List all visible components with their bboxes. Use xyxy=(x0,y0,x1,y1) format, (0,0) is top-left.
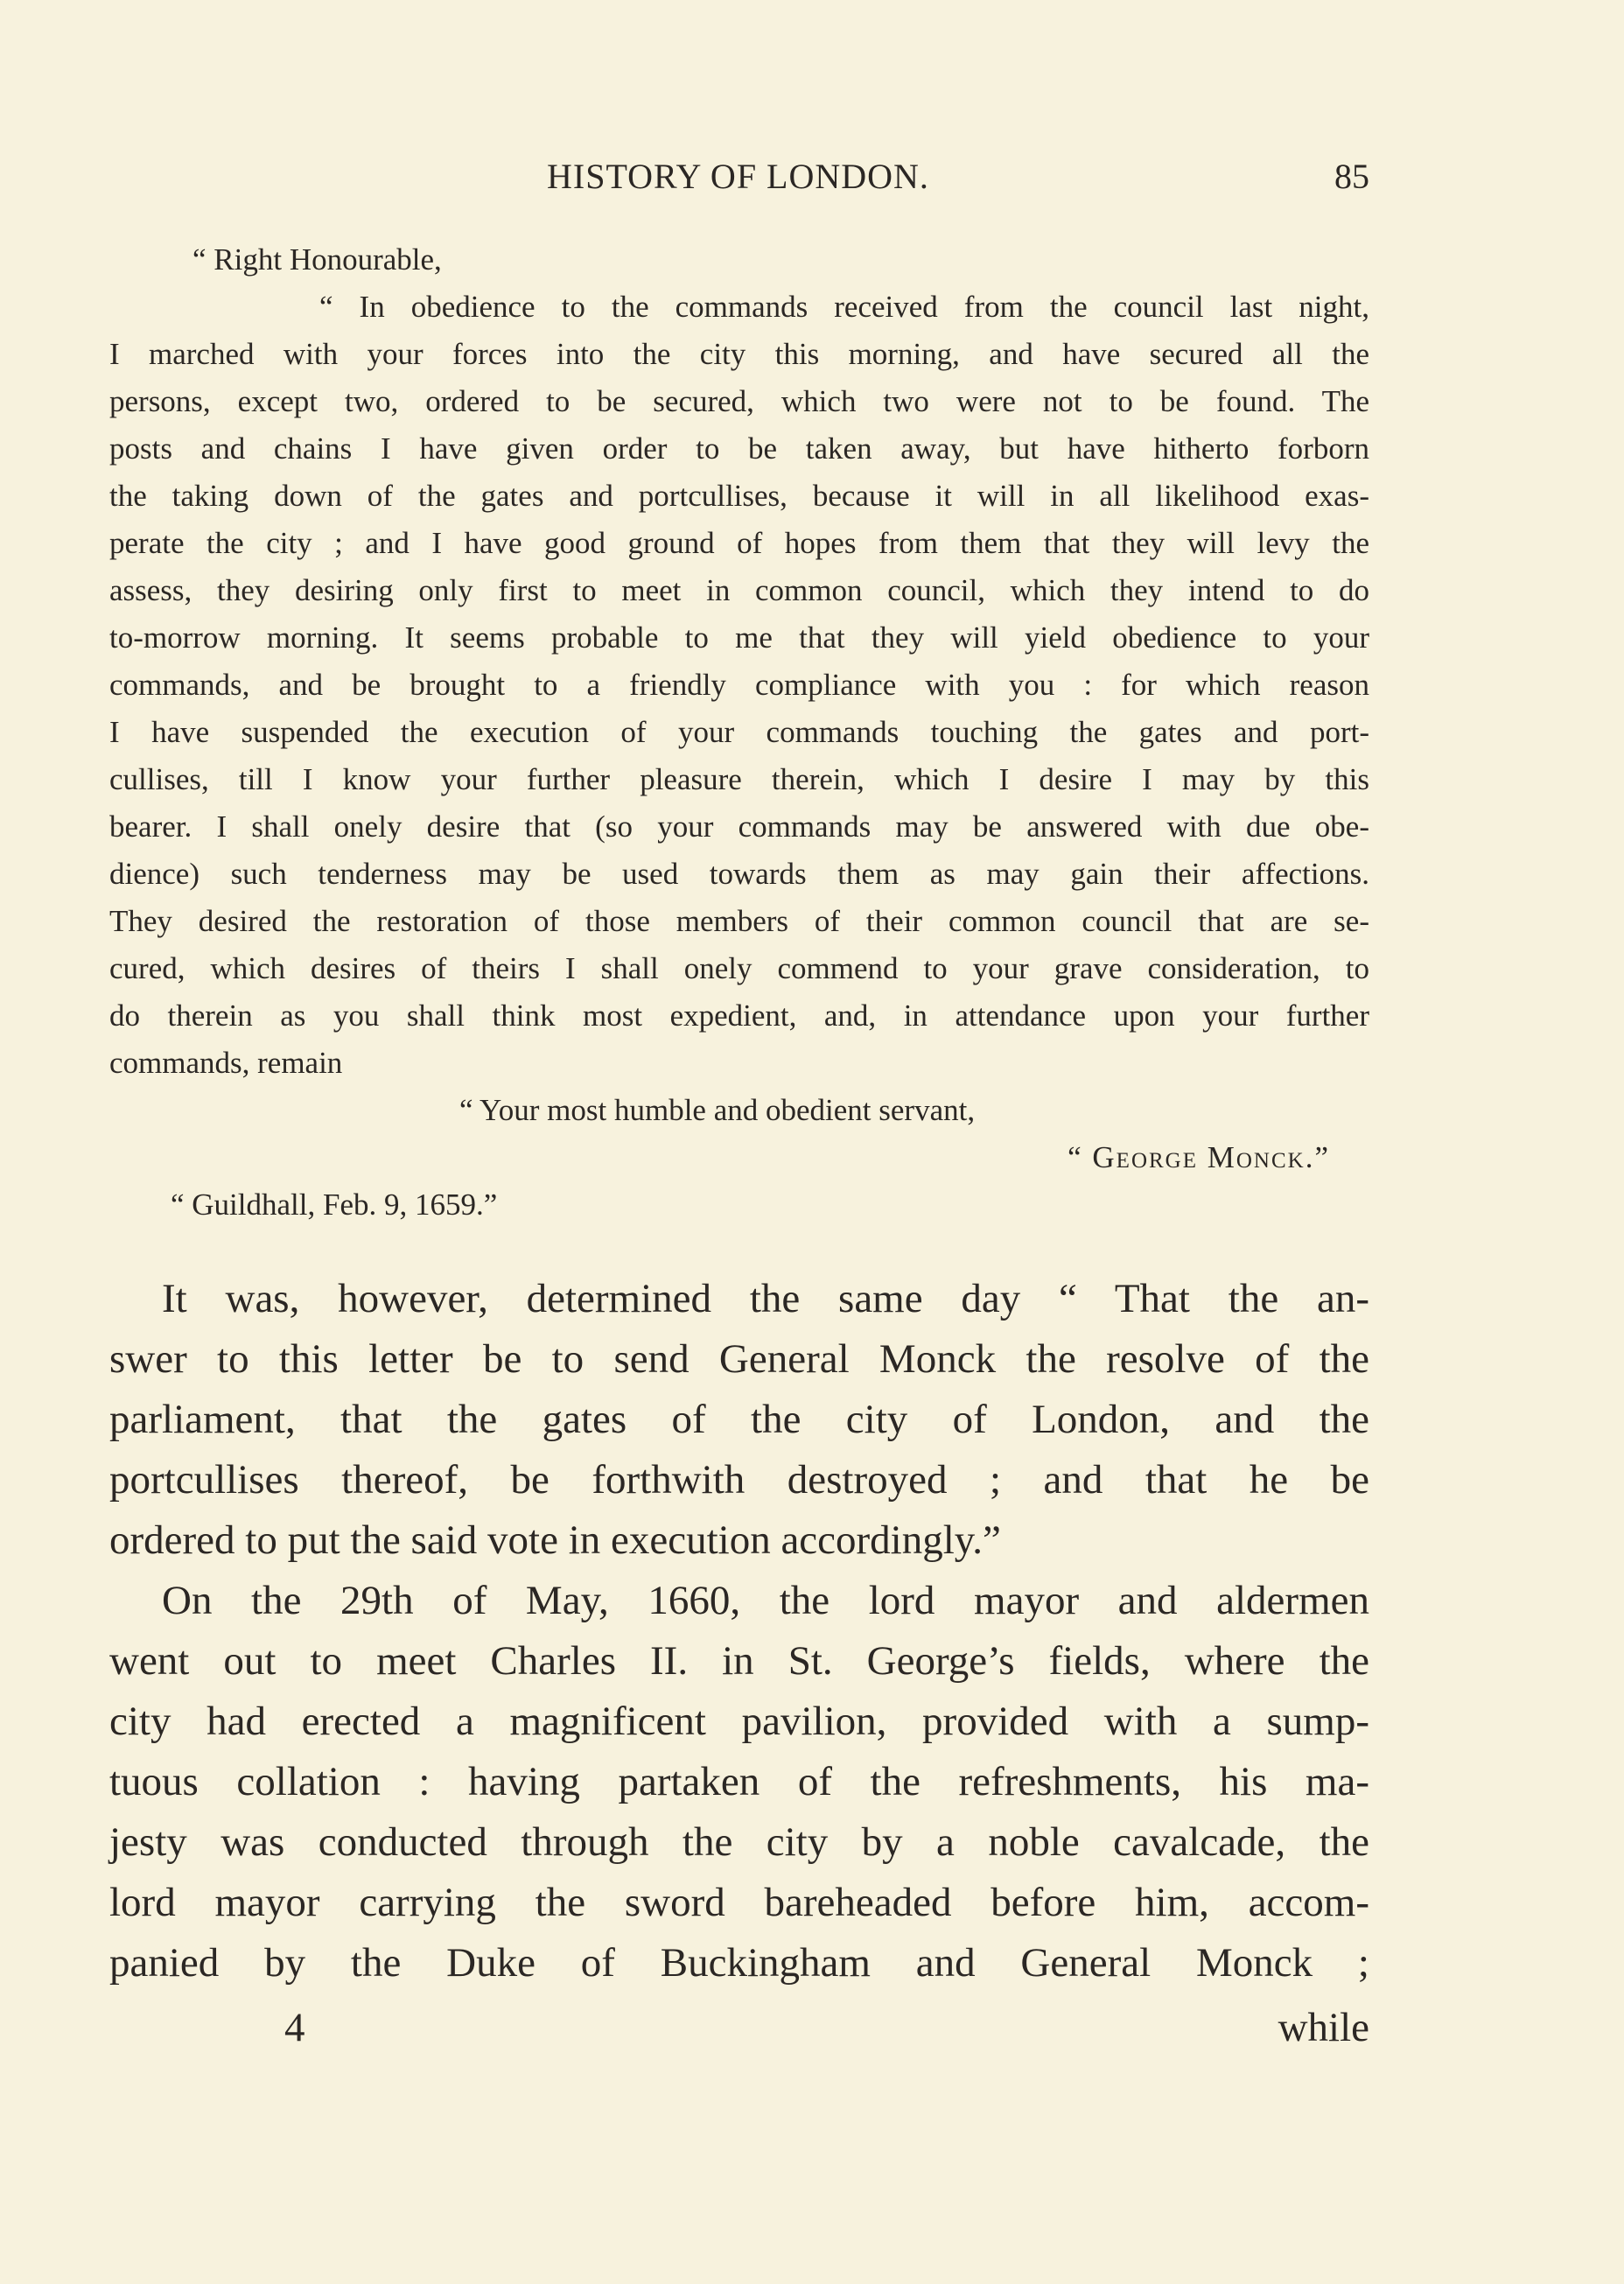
letter-line: I have suspended the execution of your commands touching the gates and port- xyxy=(109,715,1369,749)
running-title: HISTORY OF LONDON. xyxy=(547,157,929,196)
quoted-letter xyxy=(109,236,1369,1229)
page-header xyxy=(109,156,1369,200)
letter-closing: “ Your most humble and obedient servant, xyxy=(459,1093,976,1127)
narrative-line: parliament, that the gates of the city of London, and the xyxy=(109,1397,1369,1442)
narrative-line: went out to meet Charles II. in St. George’s fields, where the xyxy=(109,1638,1369,1684)
catchword: while xyxy=(1278,2005,1369,2050)
signature-mark: 4 xyxy=(284,2005,305,2050)
letter-line: I marched with your forces into the city this morning, and have secured all the xyxy=(109,337,1369,371)
letter-line: cullises, till I know your further pleasure therein, which I desire I may by this xyxy=(109,762,1369,796)
narrative-line: It was, however, determined the same day “ That the an- xyxy=(162,1276,1369,1321)
narrative-line: lord mayor carrying the sword bareheaded before him, accom- xyxy=(109,1880,1369,1925)
letter-line: persons, except two, ordered to be secured, which two were not to be found. The xyxy=(109,384,1369,418)
letter-line: commands, and be brought to a friendly compliance with you : for which reason xyxy=(109,668,1369,702)
letter-line: “ In obedience to the commands received from the council last night, xyxy=(319,290,1369,324)
letter-salutation: “ Right Honourable, xyxy=(192,242,442,277)
narrative-line: city had erected a magnificent pavilion, provided with a sump- xyxy=(109,1699,1369,1744)
narrative-text xyxy=(109,1269,1369,1993)
narrative-line: On the 29th of May, 1660, the lord mayor and aldermen xyxy=(162,1578,1369,1623)
narrative-line: panied by the Duke of Buckingham and General Monck ; xyxy=(109,1940,1369,1986)
letter-line: dience) such tenderness may be used towards them as may gain their affections. xyxy=(109,857,1369,891)
narrative-line: portcullises thereof, be forthwith destroyed ; and that he be xyxy=(109,1457,1369,1503)
page-number: 85 xyxy=(1334,157,1369,196)
narrative-line: ordered to put the said vote in execution accordingly.” xyxy=(109,1517,1001,1563)
letter-line: assess, they desiring only first to meet in common council, which they intend to do xyxy=(109,573,1369,607)
letter-line: bearer. I shall onely desire that (so your commands may be answered with due obe- xyxy=(109,809,1369,844)
letter-line: commands, remain xyxy=(109,1046,343,1080)
letter-line: perate the city ; and I have good ground of hopes from them that they will levy the xyxy=(109,526,1369,560)
letter-line: to-morrow morning. It seems probable to me that they will yield obedience to your xyxy=(109,620,1369,655)
letter-line: cured, which desires of theirs I shall onely commend to your grave consideration, to xyxy=(109,951,1369,985)
narrative-line: tuous collation : having partaken of the refreshments, his ma- xyxy=(109,1759,1369,1804)
page-footer xyxy=(109,2004,1369,2056)
letter-dateline: “ Guildhall, Feb. 9, 1659.” xyxy=(171,1188,498,1222)
narrative-line: swer to this letter be to send General Monck the resolve of the xyxy=(109,1336,1369,1382)
letter-line: do therein as you shall think most expedient, and, in attendance upon your further xyxy=(109,998,1369,1033)
letter-line: the taking down of the gates and portcullises, because it will in all likelihood exas- xyxy=(109,479,1369,513)
narrative-line: jesty was conducted through the city by a noble cavalcade, the xyxy=(109,1819,1369,1865)
letter-signature: “ George Monck.” xyxy=(1068,1140,1330,1174)
letter-line: posts and chains I have given order to be taken away, but have hitherto forborn xyxy=(109,431,1369,466)
letter-line: They desired the restoration of those members of their common council that are se- xyxy=(109,904,1369,938)
